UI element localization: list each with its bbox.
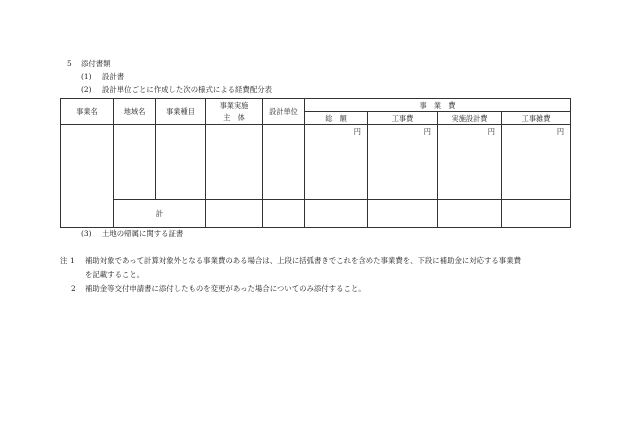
- yen-unit-total: 円: [305, 125, 368, 200]
- total-design-cost: [438, 200, 502, 228]
- total-implementer: [206, 200, 263, 228]
- cell-project-name: [61, 125, 114, 228]
- note-2-line1: 補助金等交付申請書に添付したものを変更があった場合についてのみ添付すること。: [85, 284, 366, 293]
- yen-unit-misc: 円: [502, 125, 571, 200]
- item-1-number: (1): [81, 72, 92, 81]
- cell-implementer: [206, 125, 263, 200]
- item-2-text: 設計単位ごとに作成した次の様式による経費配分表: [102, 85, 272, 94]
- header-total: 総 額: [305, 112, 368, 125]
- notes-label: 注: [60, 256, 68, 265]
- item-2-number: (2): [81, 85, 92, 94]
- header-implementer: [206, 99, 263, 125]
- note-2-number: 2: [71, 284, 76, 293]
- header-implementer-line2: 主 体: [223, 113, 245, 122]
- cell-project-type: [156, 125, 206, 200]
- header-project-cost: 事 業 費: [305, 99, 571, 112]
- yen-unit-construction: 円: [368, 125, 438, 200]
- total-misc: [502, 200, 571, 228]
- header-design-cost: 実施設計費: [438, 112, 502, 125]
- note-1-line1: 補助対象であって計算対象外となる事業費のある場合は、上段に括弧書きでこれを含めた事業費を、下段に補助金に対応する事業費: [85, 256, 521, 265]
- header-region-name: 地域名: [114, 99, 156, 125]
- total-design-unit: [263, 200, 305, 228]
- header-implementer-line1: 事業実施: [219, 101, 249, 110]
- section-number: 5: [67, 59, 72, 68]
- item-1-text: 設計書: [102, 72, 125, 81]
- yen-unit-design-cost: 円: [438, 125, 502, 200]
- cell-design-unit: [263, 125, 305, 200]
- header-misc: 工事雑費: [502, 112, 571, 125]
- item-3-text: 土地の帰属に関する証書: [102, 229, 184, 238]
- header-construction: 工事費: [368, 112, 438, 125]
- note-1-number: 1: [70, 256, 75, 265]
- expense-allocation-table: [60, 98, 571, 228]
- section-title: 添付書類: [81, 59, 111, 68]
- total-row-label: 計: [114, 200, 206, 228]
- note-1-line2: を記載すること。: [85, 270, 145, 279]
- total-amount: [305, 200, 368, 228]
- header-project-type: 事業種目: [156, 99, 206, 125]
- cell-region-name: [114, 125, 156, 200]
- item-3-number: (3): [81, 229, 92, 238]
- header-design-unit: 設計単位: [263, 99, 305, 125]
- header-project-name: 事業名: [61, 99, 114, 125]
- total-construction: [368, 200, 438, 228]
